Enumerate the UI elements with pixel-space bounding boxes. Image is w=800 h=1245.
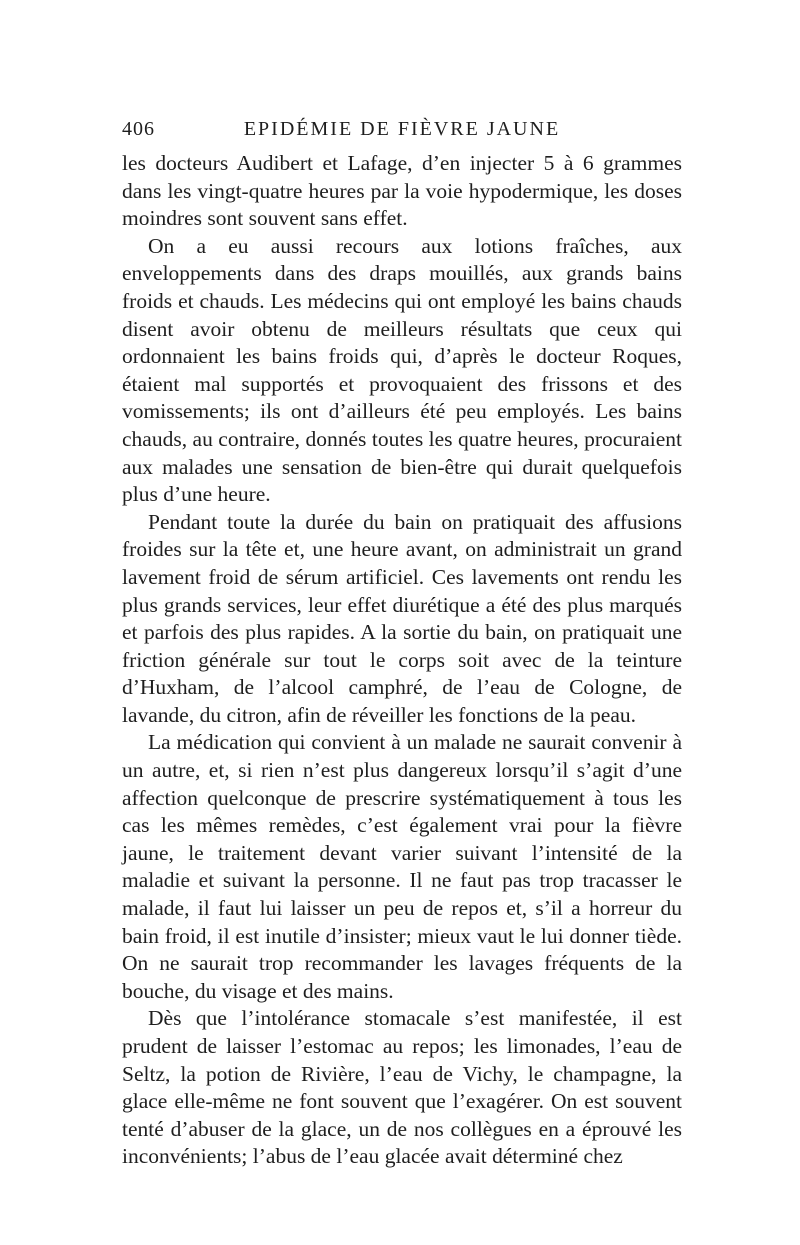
paragraph-gastric-intolerance: Dès que l’intolérance stomacale s’est manifestée, il est prudent de laisser l’estomac au repos; les limonades, l’eau de Seltz, la potion de Rivière, l’eau de Vichy, le champagne, la glace elle-même ne font souvent que l’exagérer. On est souvent tenté d’abuser de la glace, un de nos collègues en a éprouvé les inconvénients; l’abus de l’eau glacée avait déterminé chez	[122, 1006, 682, 1169]
body-text	[122, 150, 682, 1171]
book-page	[122, 118, 682, 1171]
paragraph-lotions-and-baths: On a eu aussi recours aux lotions fraîches, aux enveloppements dans des draps mouillés, aux grands bains froids et chauds. Les médecins qui ont employé les bains chauds disent avoir obtenu de meilleurs résultats que ceux qui ordonnaient les bains froids qui, d’après le docteur Roques, étaient mal supportés et provoquaient des frissons et des vomissements; ils ont d’ailleurs été peu employés. Les bains chauds, au contraire, donnés toutes les quatre heures, procuraient aux malades une sensation de bien-être qui durait quelquefois plus d’une heure.	[122, 233, 682, 507]
paragraph-medication: La médication qui convient à un malade ne saurait convenir à un autre, et, si rien n’est plus dangereux lorsqu’il s’agit d’une affection quelconque de prescrire systématiquement à tous les cas les mêmes remèdes, c’est également vrai pour la fièvre jaune, le traitement devant varier suivant l’intensité de la maladie et suivant la personne. Il ne faut pas trop tracasser le malade, il faut lui laisser un peu de repos et, s’il a horreur du bain froid, il est inutile d’insister; mieux vaut le lui donner tiède. On ne saurait trop recommander les lavages fréquents de la bouche, du visage et des mains.	[122, 730, 682, 1003]
paragraph-continuation: les docteurs Audibert et Lafage, d’en injecter 5 à 6 grammes dans les vingt-quatre heures par la voie hypodermique, les doses moindres sont souvent sans effet.	[122, 151, 682, 231]
running-title: EPIDÉMIE DE FIÈVRE JAUNE	[243, 118, 561, 140]
page-number: 406	[122, 118, 155, 140]
paragraph-affusions-and-lavements: Pendant toute la durée du bain on pratiquait des affusions froides sur la tête et, une heure avant, on administrait un grand lavement froid de sérum artificiel. Ces lavements ont rendu les plus grands services, leur effet diurétique a été des plus marqués et parfois des plus rapides. A la sortie du bain, on pratiquait une friction générale sur tout le corps soit avec de la teinture d’Huxham, de l’alcool camphré, de l’eau de Cologne, de lavande, du citron, afin de réveiller les fonctions de la peau.	[122, 509, 682, 727]
running-head	[122, 118, 682, 148]
